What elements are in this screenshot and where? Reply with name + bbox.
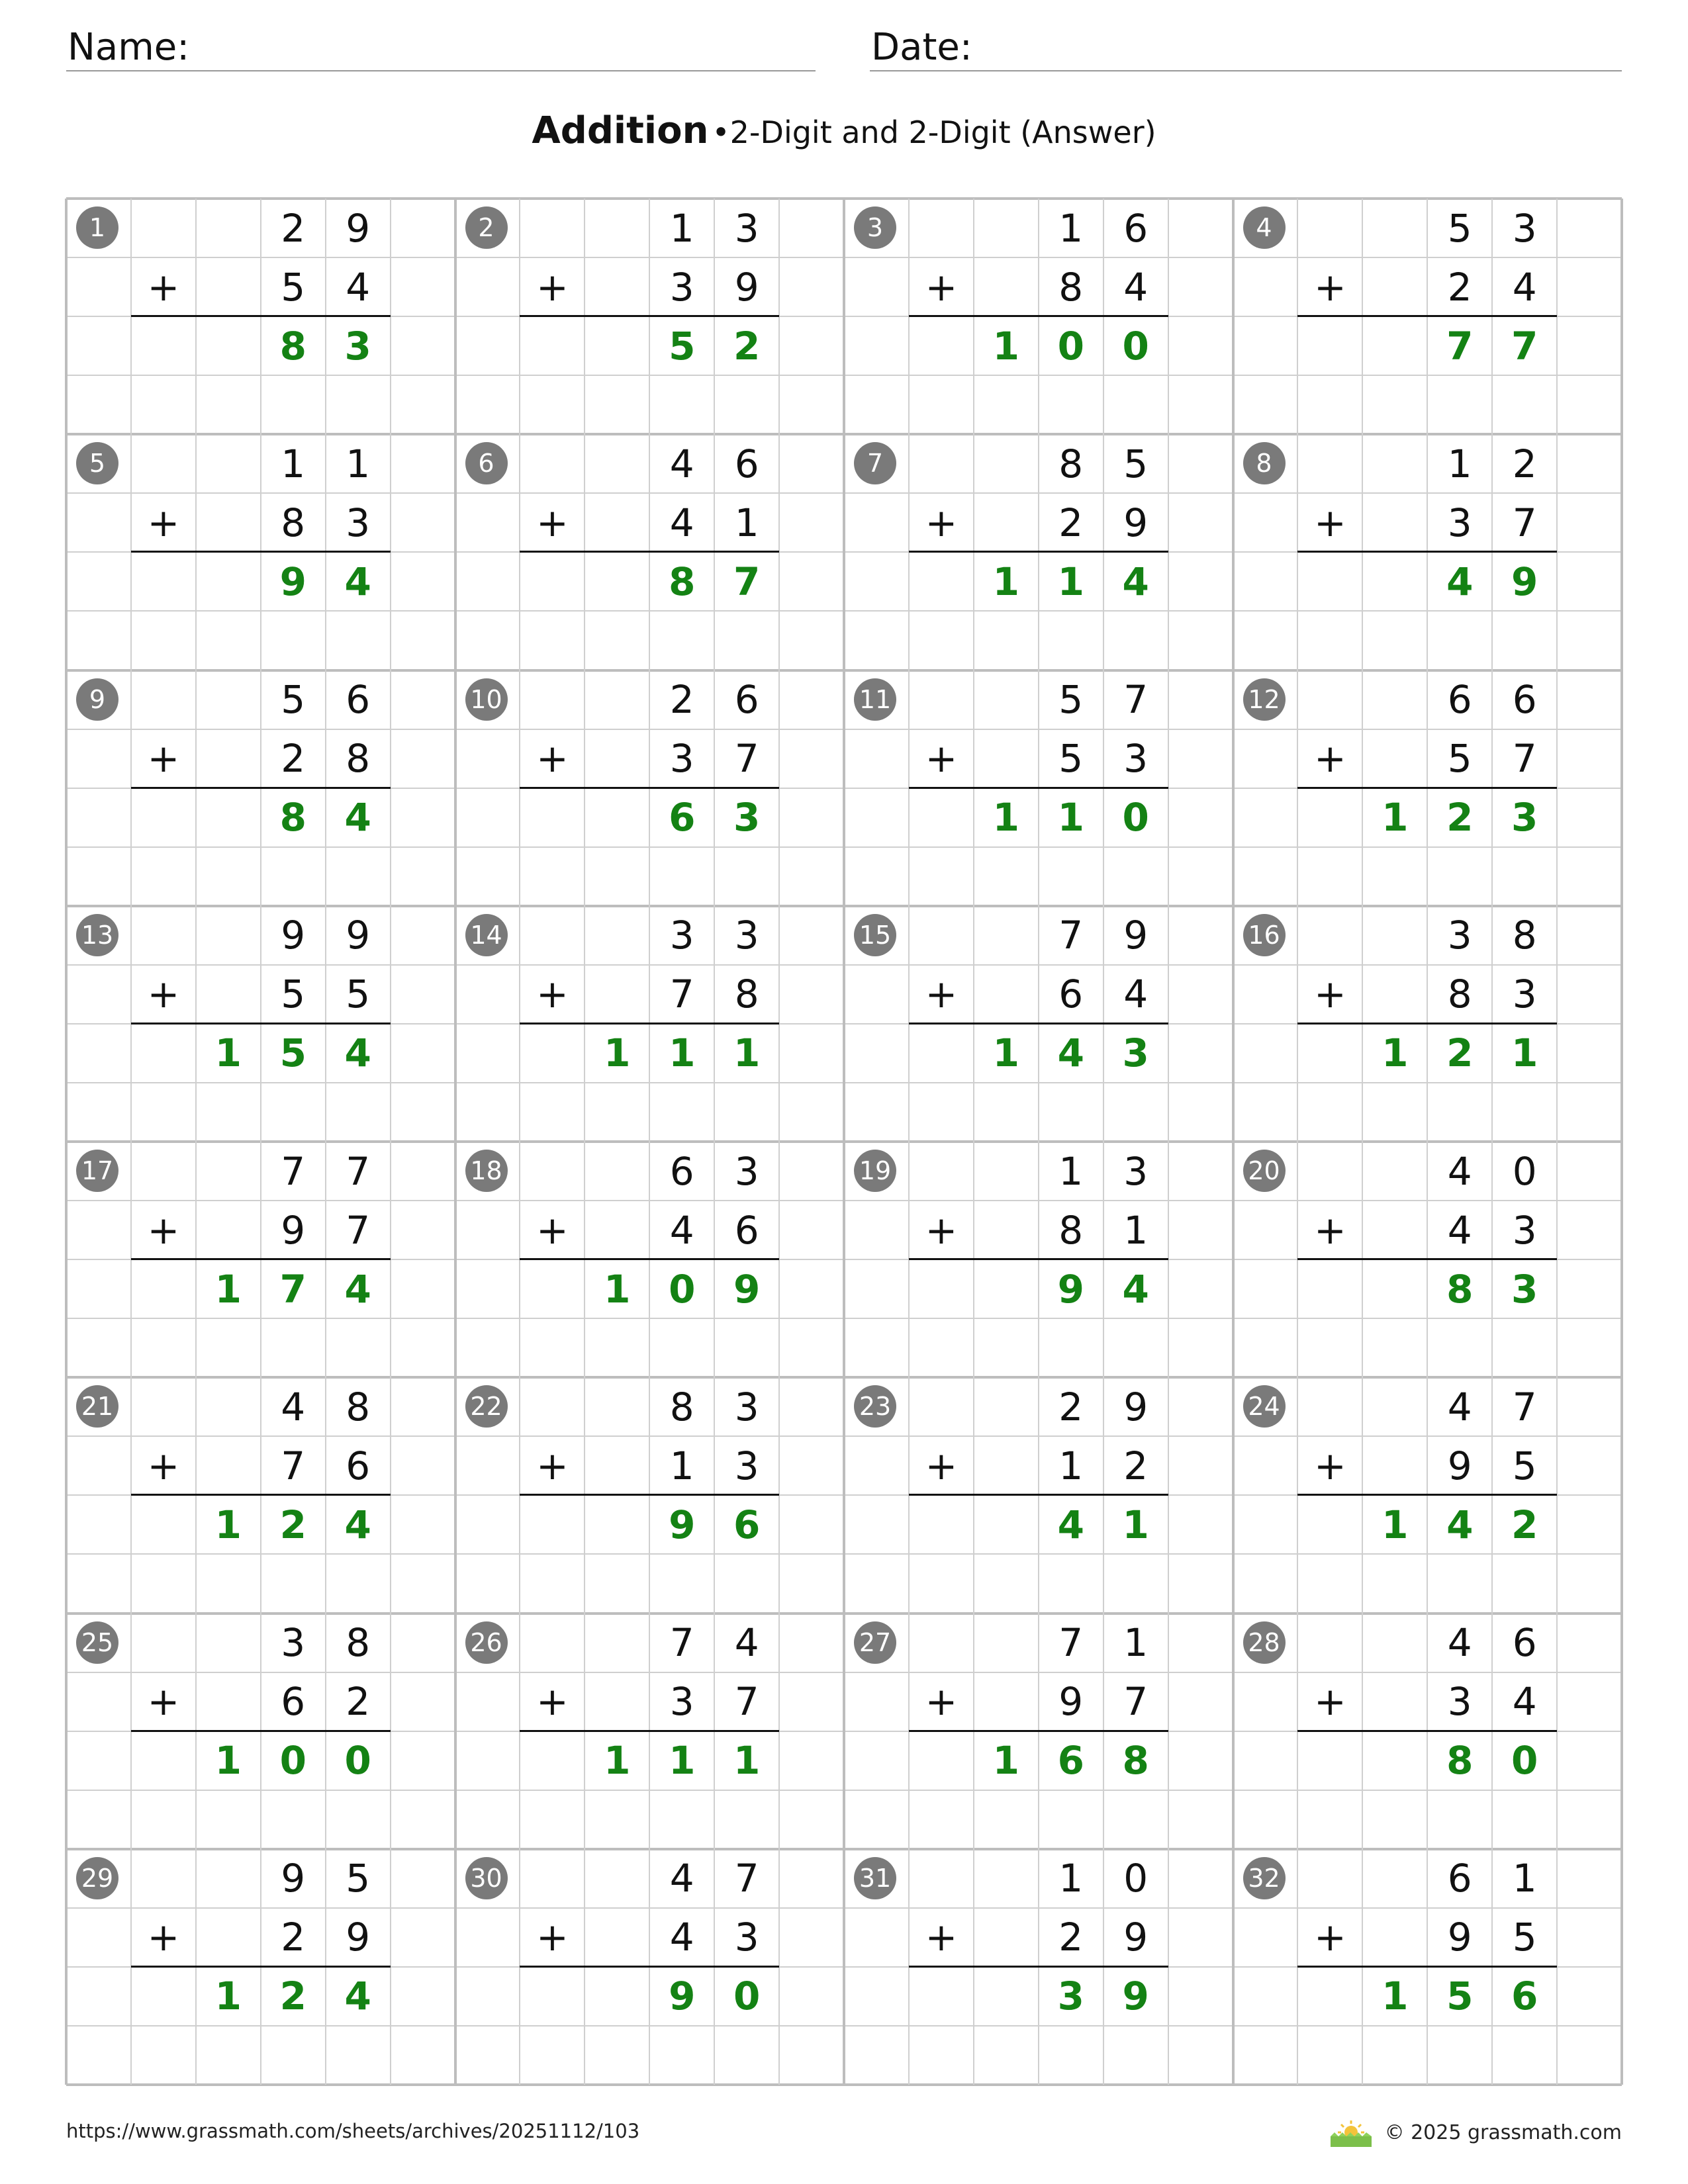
plus-sign: +: [925, 1443, 958, 1488]
addend-digit: 3: [1447, 1679, 1472, 1725]
problem-number-badge: 1: [76, 206, 118, 249]
addend-digit: 3: [1447, 913, 1472, 958]
answer-digit: 0: [279, 1738, 306, 1784]
addend-digit: 2: [1512, 441, 1537, 486]
problem-number-badge: 8: [1243, 442, 1286, 484]
name-field[interactable]: [66, 24, 816, 71]
addend-digit: 7: [1123, 1679, 1149, 1725]
answer-digit: 6: [733, 1502, 761, 1547]
answer-digit: 8: [1446, 1266, 1474, 1312]
answer-digit: 4: [344, 1030, 371, 1076]
addend-digit: 1: [669, 1443, 694, 1488]
answer-digit: 4: [1122, 1266, 1149, 1312]
addend-digit: 5: [346, 972, 371, 1017]
addend-digit: 2: [1058, 1384, 1084, 1430]
answer-digit: 9: [1057, 1266, 1084, 1312]
answer-digit: 2: [1446, 1030, 1474, 1076]
problem-number-badge: 21: [76, 1385, 118, 1428]
plus-sign: +: [147, 736, 180, 782]
addend-digit: 7: [1512, 736, 1537, 782]
addend-digit: 6: [346, 1443, 371, 1488]
addend-digit: 2: [346, 1679, 371, 1725]
answer-digit: 1: [669, 1030, 696, 1076]
addend-digit: 3: [734, 1915, 759, 1960]
addend-digit: 7: [1512, 1384, 1537, 1430]
answer-digit: 7: [1511, 323, 1538, 369]
answer-digit: 1: [1511, 1030, 1538, 1076]
addend-digit: 7: [346, 1148, 371, 1194]
grid-major-line: [65, 199, 68, 2085]
addend-digit: 4: [669, 1207, 694, 1253]
addend-digit: 3: [734, 1148, 759, 1194]
answer-digit: 3: [733, 795, 761, 841]
answer-digit: 1: [1057, 559, 1084, 604]
answer-digit: 1: [992, 1738, 1019, 1784]
addend-digit: 5: [1058, 677, 1084, 722]
problem-number-badge: 5: [76, 442, 118, 484]
plus-sign: +: [1314, 1207, 1346, 1253]
plus-sign: +: [536, 1915, 569, 1960]
footer-copyright-group: [1328, 2118, 1622, 2148]
problem-number-badge: 2: [465, 206, 508, 249]
addend-digit: 3: [734, 205, 759, 251]
answer-digit: 8: [1446, 1738, 1474, 1784]
problem-number-badge: 12: [1243, 678, 1286, 721]
addend-digit: 7: [1512, 500, 1537, 545]
addend-digit: 3: [346, 500, 371, 545]
problem-number-badge: 9: [76, 678, 118, 721]
addend-digit: 2: [669, 677, 694, 722]
addend-digit: 1: [1123, 1620, 1149, 1665]
addend-digit: 0: [1512, 1148, 1537, 1194]
plus-sign: +: [1314, 1443, 1346, 1488]
answer-digit: 1: [992, 795, 1019, 841]
addend-digit: 6: [1512, 1620, 1537, 1665]
addend-digit: 3: [1512, 205, 1537, 251]
name-label: Name:: [68, 26, 190, 69]
answer-digit: 6: [669, 795, 696, 841]
addend-digit: 3: [669, 1679, 694, 1725]
addend-digit: 9: [1447, 1443, 1472, 1488]
plus-sign: +: [147, 264, 180, 310]
addend-digit: 7: [1058, 913, 1084, 958]
answer-digit: 8: [279, 795, 306, 841]
addend-digit: 1: [1447, 441, 1472, 486]
addend-digit: 2: [1447, 264, 1472, 310]
addend-digit: 1: [346, 441, 371, 486]
answer-digit: 2: [1446, 795, 1474, 841]
answer-digit: 5: [279, 1030, 306, 1076]
problem-number-badge: 16: [1243, 914, 1286, 956]
addend-digit: 1: [669, 205, 694, 251]
problem-number-badge: 22: [465, 1385, 508, 1428]
worksheet-title: [0, 106, 1688, 165]
answer-digit: 4: [344, 1974, 371, 2019]
addend-digit: 9: [346, 1915, 371, 1960]
addend-digit: 7: [346, 1207, 371, 1253]
answer-digit: 4: [1057, 1502, 1084, 1547]
plus-sign: +: [147, 1915, 180, 1960]
addend-digit: 4: [669, 441, 694, 486]
answer-digit: 1: [1382, 795, 1409, 841]
addend-digit: 4: [1447, 1620, 1472, 1665]
plus-sign: +: [1314, 264, 1346, 310]
sun-over-grass-icon: [1328, 2118, 1374, 2148]
answer-digit: 2: [733, 323, 761, 369]
answer-digit: 0: [1122, 323, 1149, 369]
addend-digit: 7: [669, 972, 694, 1017]
addend-digit: 8: [1512, 913, 1537, 958]
answer-digit: 0: [344, 1738, 371, 1784]
answer-digit: 8: [669, 559, 696, 604]
addend-digit: 4: [1123, 264, 1149, 310]
answer-digit: 1: [214, 1738, 242, 1784]
answer-digit: 0: [1511, 1738, 1538, 1784]
answer-digit: 3: [1511, 795, 1538, 841]
addend-digit: 9: [281, 1207, 306, 1253]
problem-number-badge: 15: [854, 914, 896, 956]
plus-sign: +: [1314, 736, 1346, 782]
addend-digit: 9: [1123, 1384, 1149, 1430]
answer-digit: 9: [279, 559, 306, 604]
problem-number-badge: 13: [76, 914, 118, 956]
footer-copyright: © 2025 grassmath.com: [1384, 2121, 1622, 2144]
plus-sign: +: [536, 500, 569, 545]
addend-digit: 8: [1058, 1207, 1084, 1253]
addend-digit: 4: [1447, 1148, 1472, 1194]
plus-sign: +: [1314, 972, 1346, 1017]
addend-digit: 2: [1123, 1443, 1149, 1488]
addend-digit: 9: [1058, 1679, 1084, 1725]
answer-digit: 3: [1057, 1974, 1084, 2019]
addend-digit: 3: [1447, 500, 1472, 545]
addend-digit: 5: [1058, 736, 1084, 782]
addend-digit: 6: [346, 677, 371, 722]
addend-digit: 1: [281, 441, 306, 486]
answer-digit: 3: [1122, 1030, 1149, 1076]
addend-digit: 7: [281, 1148, 306, 1194]
problem-number-badge: 31: [854, 1857, 896, 1899]
plus-sign: +: [536, 1443, 569, 1488]
plus-sign: +: [147, 972, 180, 1017]
problem-number-badge: 32: [1243, 1857, 1286, 1899]
problem-number-badge: 25: [76, 1621, 118, 1664]
answer-digit: 1: [214, 1030, 242, 1076]
addend-digit: 6: [281, 1679, 306, 1725]
answer-digit: 6: [1057, 1738, 1084, 1784]
grid-major-line: [843, 199, 845, 2085]
answer-digit: 1: [604, 1266, 631, 1312]
footer-url[interactable]: https://www.grassmath.com/sheets/archives/20251112/103: [66, 2120, 640, 2142]
addend-digit: 2: [1058, 1915, 1084, 1960]
addend-digit: 5: [1123, 441, 1149, 486]
plus-sign: +: [1314, 500, 1346, 545]
addend-digit: 7: [1058, 1620, 1084, 1665]
answer-digit: 4: [1446, 1502, 1474, 1547]
answer-digit: 1: [1122, 1502, 1149, 1547]
answer-digit: 0: [1122, 795, 1149, 841]
addend-digit: 2: [1058, 500, 1084, 545]
addend-digit: 7: [669, 1620, 694, 1665]
addend-digit: 7: [1123, 677, 1149, 722]
answer-digit: 1: [1382, 1030, 1409, 1076]
grid-line: [908, 199, 910, 2085]
addend-digit: 3: [734, 1443, 759, 1488]
addend-digit: 8: [1447, 972, 1472, 1017]
answer-digit: 1: [1057, 795, 1084, 841]
addend-digit: 5: [281, 264, 306, 310]
title-text: Addition: [532, 109, 709, 152]
answer-digit: 1: [669, 1738, 696, 1784]
answer-digit: 1: [992, 559, 1019, 604]
answer-digit: 1: [604, 1738, 631, 1784]
addend-digit: 6: [1058, 972, 1084, 1017]
problem-number-badge: 18: [465, 1150, 508, 1192]
addend-digit: 8: [669, 1384, 694, 1430]
addend-digit: 1: [1512, 1856, 1537, 1901]
answer-digit: 4: [1057, 1030, 1084, 1076]
problem-number-badge: 10: [465, 678, 508, 721]
addend-digit: 5: [281, 677, 306, 722]
addend-digit: 9: [1123, 913, 1149, 958]
grid-line: [973, 199, 974, 2085]
addend-digit: 3: [669, 264, 694, 310]
addend-digit: 4: [669, 1915, 694, 1960]
addend-digit: 3: [1123, 1148, 1149, 1194]
addend-digit: 8: [346, 1384, 371, 1430]
plus-sign: +: [147, 1443, 180, 1488]
problem-number-badge: 28: [1243, 1621, 1286, 1664]
addend-digit: 1: [1123, 1207, 1149, 1253]
grid-major-line: [454, 199, 457, 2085]
answer-digit: 4: [344, 559, 371, 604]
answer-digit: 8: [1122, 1738, 1149, 1784]
addend-digit: 8: [346, 1620, 371, 1665]
problem-number-badge: 20: [1243, 1150, 1286, 1192]
addend-digit: 0: [1123, 1856, 1149, 1901]
problem-number-badge: 11: [854, 678, 896, 721]
answer-digit: 3: [1511, 1266, 1538, 1312]
plus-sign: +: [925, 1915, 958, 1960]
problem-number-badge: 30: [465, 1857, 508, 1899]
addend-digit: 2: [281, 205, 306, 251]
answer-digit: 2: [279, 1974, 306, 2019]
plus-sign: +: [925, 500, 958, 545]
addend-digit: 4: [734, 1620, 759, 1665]
addend-digit: 3: [1512, 1207, 1537, 1253]
addend-digit: 6: [734, 441, 759, 486]
plus-sign: +: [147, 500, 180, 545]
addend-digit: 6: [734, 677, 759, 722]
answer-digit: 1: [214, 1974, 242, 2019]
problem-grid: [66, 199, 1622, 2085]
problem-number-badge: 29: [76, 1857, 118, 1899]
addend-digit: 3: [1123, 736, 1149, 782]
addend-digit: 7: [281, 1443, 306, 1488]
answer-digit: 2: [279, 1502, 306, 1547]
plus-sign: +: [536, 736, 569, 782]
addend-digit: 4: [281, 1384, 306, 1430]
answer-digit: 2: [1511, 1502, 1538, 1547]
grid-line: [519, 199, 520, 2085]
problem-number-badge: 23: [854, 1385, 896, 1428]
answer-digit: 9: [1511, 559, 1538, 604]
answer-digit: 4: [344, 1266, 371, 1312]
problem-number-badge: 4: [1243, 206, 1286, 249]
addend-digit: 6: [1123, 205, 1149, 251]
addend-digit: 6: [669, 1148, 694, 1194]
answer-digit: 7: [733, 559, 761, 604]
addend-digit: 9: [1123, 1915, 1149, 1960]
answer-digit: 4: [344, 1502, 371, 1547]
addend-digit: 3: [734, 1384, 759, 1430]
answer-digit: 9: [1122, 1974, 1149, 2019]
plus-sign: +: [925, 1207, 958, 1253]
answer-digit: 4: [344, 795, 371, 841]
date-field[interactable]: [870, 24, 1622, 71]
addend-digit: 4: [1447, 1207, 1472, 1253]
addend-digit: 3: [669, 736, 694, 782]
addend-digit: 8: [281, 500, 306, 545]
plus-sign: +: [1314, 1915, 1346, 1960]
answer-digit: 1: [1382, 1502, 1409, 1547]
subtitle-text: •2-Digit and 2-Digit (Answer): [712, 114, 1156, 150]
addend-digit: 8: [346, 736, 371, 782]
problem-number-badge: 7: [854, 442, 896, 484]
answer-digit: 1: [992, 323, 1019, 369]
addend-digit: 3: [1512, 972, 1537, 1017]
addend-digit: 2: [281, 736, 306, 782]
addend-digit: 1: [1058, 1856, 1084, 1901]
answer-digit: 0: [733, 1974, 761, 2019]
answer-digit: 3: [344, 323, 371, 369]
addend-digit: 4: [1447, 1384, 1472, 1430]
plus-sign: +: [147, 1207, 180, 1253]
answer-digit: 5: [1446, 1974, 1474, 2019]
plus-sign: +: [536, 264, 569, 310]
plus-sign: +: [536, 1679, 569, 1725]
addend-digit: 9: [281, 913, 306, 958]
answer-digit: 7: [1446, 323, 1474, 369]
answer-digit: 9: [733, 1266, 761, 1312]
addend-digit: 3: [281, 1620, 306, 1665]
problem-number-badge: 17: [76, 1150, 118, 1192]
date-label: Date:: [871, 26, 972, 69]
answer-digit: 1: [604, 1030, 631, 1076]
addend-digit: 8: [1058, 264, 1084, 310]
addend-digit: 5: [281, 972, 306, 1017]
answer-digit: 1: [733, 1030, 761, 1076]
grid-line: [195, 199, 197, 2085]
addend-digit: 8: [1058, 441, 1084, 486]
addend-digit: 9: [734, 264, 759, 310]
addend-digit: 9: [281, 1856, 306, 1901]
answer-digit: 1: [1382, 1974, 1409, 2019]
addend-digit: 5: [1512, 1915, 1537, 1960]
answer-digit: 1: [214, 1266, 242, 1312]
addend-digit: 5: [1447, 205, 1472, 251]
addend-digit: 7: [734, 736, 759, 782]
plus-sign: +: [147, 1679, 180, 1725]
addend-digit: 1: [734, 500, 759, 545]
grid-line: [1297, 199, 1298, 2085]
addend-digit: 4: [1512, 264, 1537, 310]
answer-digit: 1: [214, 1502, 242, 1547]
addend-digit: 1: [1058, 205, 1084, 251]
answer-digit: 1: [992, 1030, 1019, 1076]
plus-sign: +: [536, 972, 569, 1017]
addend-digit: 4: [1512, 1679, 1537, 1725]
grid-line: [1362, 199, 1363, 2085]
grid-line: [130, 199, 132, 2085]
answer-digit: 0: [669, 1266, 696, 1312]
addend-digit: 4: [669, 500, 694, 545]
addend-digit: 7: [734, 1856, 759, 1901]
answer-digit: 9: [669, 1502, 696, 1547]
addend-digit: 3: [734, 913, 759, 958]
grid-major-line: [1232, 199, 1235, 2085]
addend-digit: 6: [1447, 1856, 1472, 1901]
problem-number-badge: 14: [465, 914, 508, 956]
addend-digit: 8: [734, 972, 759, 1017]
addend-digit: 6: [734, 1207, 759, 1253]
answer-digit: 7: [279, 1266, 306, 1312]
plus-sign: +: [925, 264, 958, 310]
answer-digit: 6: [1511, 1974, 1538, 2019]
grid-line: [584, 199, 585, 2085]
answer-digit: 5: [669, 323, 696, 369]
addend-digit: 1: [1058, 1148, 1084, 1194]
answer-digit: 4: [1122, 559, 1149, 604]
problem-number-badge: 27: [854, 1621, 896, 1664]
problem-number-badge: 26: [465, 1621, 508, 1664]
plus-sign: +: [1314, 1679, 1346, 1725]
problem-number-badge: 6: [465, 442, 508, 484]
addend-digit: 6: [1512, 677, 1537, 722]
addend-digit: 4: [1123, 972, 1149, 1017]
addend-digit: 5: [1447, 736, 1472, 782]
answer-digit: 0: [1057, 323, 1084, 369]
problem-number-badge: 24: [1243, 1385, 1286, 1428]
plus-sign: +: [925, 736, 958, 782]
addend-digit: 9: [1447, 1915, 1472, 1960]
addend-digit: 5: [346, 1856, 371, 1901]
addend-digit: 9: [346, 205, 371, 251]
plus-sign: +: [925, 1679, 958, 1725]
addend-digit: 4: [669, 1856, 694, 1901]
answer-digit: 8: [279, 323, 306, 369]
addend-digit: 4: [346, 264, 371, 310]
addend-digit: 9: [346, 913, 371, 958]
problem-number-badge: 3: [854, 206, 896, 249]
addend-digit: 2: [281, 1915, 306, 1960]
addend-digit: 9: [1123, 500, 1149, 545]
answer-digit: 1: [733, 1738, 761, 1784]
problem-number-badge: 19: [854, 1150, 896, 1192]
plus-sign: +: [536, 1207, 569, 1253]
answer-digit: 9: [669, 1974, 696, 2019]
addend-digit: 3: [669, 913, 694, 958]
plus-sign: +: [925, 972, 958, 1017]
addend-digit: 1: [1058, 1443, 1084, 1488]
addend-digit: 6: [1447, 677, 1472, 722]
grid-major-line: [1620, 199, 1623, 2085]
answer-digit: 4: [1446, 559, 1474, 604]
addend-digit: 7: [734, 1679, 759, 1725]
addend-digit: 5: [1512, 1443, 1537, 1488]
